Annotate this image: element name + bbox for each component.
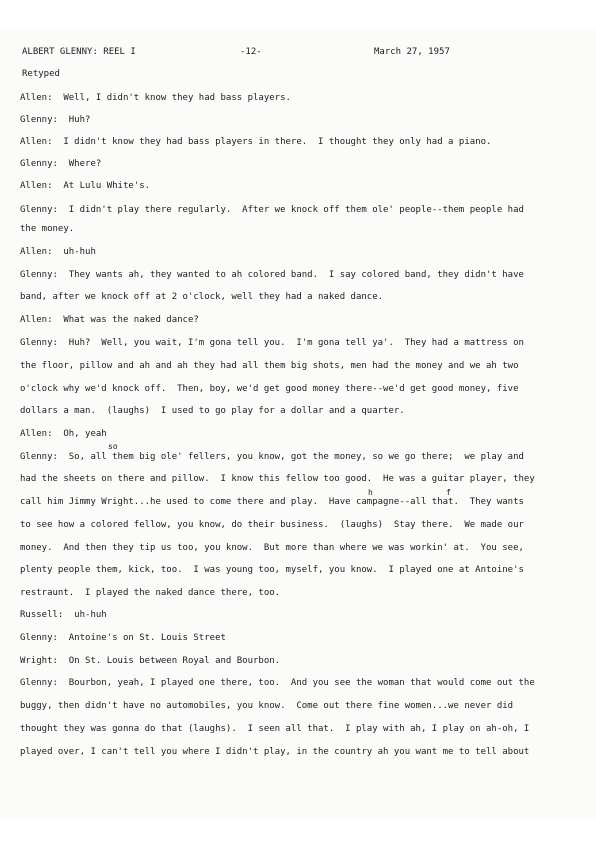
transcript-line: Glenny: They wants ah, they wanted to ah colored band. I say colored band, they didn't have	[20, 270, 524, 280]
transcript-line: thought they was gonna do that (laughs). I seen all that. I play with ah, I play on ah-oh, I	[20, 724, 530, 734]
transcript-line: plenty people them, kick, too. I was young too, myself, you know. I played one at Antoine's	[20, 565, 524, 575]
transcript-line: the money.	[20, 224, 75, 234]
transcript-line: Allen: uh-huh	[20, 247, 96, 257]
transcript-line: played over, I can't tell you where I didn't play, in the country ah you want me to tell about	[20, 747, 530, 757]
transcript-line: buggy, then didn't have no automobiles, you know. Come out there fine women...we never did	[20, 701, 514, 711]
transcript-line: Glenny: Huh?	[20, 115, 91, 125]
transcript-line: o'clock why we'd knock off. Then, boy, we'd get good money there--we'd get good money, five	[20, 384, 519, 394]
header-reel-title: ALBERT GLENNY: REEL I	[22, 47, 136, 57]
transcript-line: money. And then they tip us too, you know. But more than where we was workin' at. You see,	[20, 543, 524, 553]
transcript-line: restraunt. I played the naked dance there, too.	[20, 588, 281, 598]
transcript-line: to see how a colored fellow, you know, do their business. (laughs) Stay there. We made our	[20, 520, 524, 530]
transcript-line: call him Jimmy Wright...he used to come there and play. Have campagne--all that. They wants	[20, 497, 524, 507]
transcript-line: Glenny: Huh? Well, you wait, I'm gona tell you. I'm gona tell ya'. They had a mattress on	[20, 338, 524, 348]
transcript-line: Glenny: I didn't play there regularly. After we knock off them ole' people--them people had	[20, 205, 524, 215]
page-header	[22, 47, 562, 61]
transcript-line: Allen: At Lulu White's.	[20, 181, 151, 191]
handwritten-insert-h: h	[368, 488, 373, 497]
page-top-margin	[0, 0, 596, 28]
header-date: March 27, 1957	[374, 47, 450, 57]
transcript-line: the floor, pillow and ah and ah they had all them big shots, men had the money and we ah two	[20, 361, 519, 371]
transcript-line: Allen: What was the naked dance?	[20, 315, 199, 325]
transcript-line: Russell: uh-huh	[20, 610, 107, 620]
transcript-line: Glenny: Where?	[20, 159, 102, 169]
transcript-line: Glenny: Bourbon, yeah, I played one there, too. And you see the woman that would come out the	[20, 678, 535, 688]
page-bottom-margin	[0, 820, 596, 842]
transcript-line: Allen: Well, I didn't know they had bass players.	[20, 93, 291, 103]
transcript-line: Wright: On St. Louis between Royal and Bourbon.	[20, 656, 281, 666]
handwritten-insert-so: so	[108, 442, 118, 451]
transcript-line: Glenny: So, all them big ole' fellers, you know, got the money, so we go there; we play and	[20, 452, 524, 462]
retyped-note: Retyped	[22, 69, 60, 79]
transcript-line: Allen: I didn't know they had bass players in there. I thought they only had a piano.	[20, 137, 492, 147]
transcript-line: band, after we knock off at 2 o'clock, well they had a naked dance.	[20, 292, 384, 302]
transcript-line: Allen: Oh, yeah	[20, 429, 107, 439]
transcript-line: dollars a man. (laughs) I used to go play for a dollar and a quarter.	[20, 406, 405, 416]
handwritten-insert-f: f	[446, 488, 451, 497]
transcript-line: Glenny: Antoine's on St. Louis Street	[20, 633, 226, 643]
transcript-line: had the sheets on there and pillow. I know this fellow too good. He was a guitar player, they	[20, 474, 535, 484]
header-page-number: -12-	[240, 47, 262, 57]
